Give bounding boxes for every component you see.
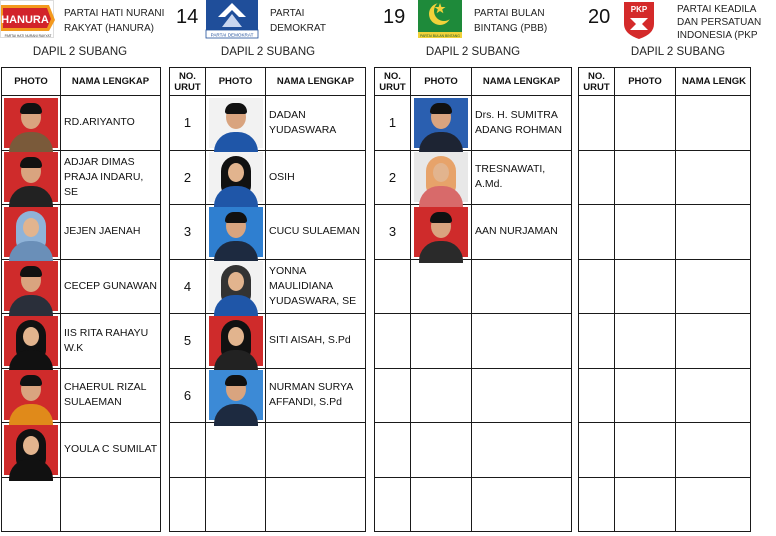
table-row	[170, 150, 366, 205]
candidate-name	[676, 368, 751, 423]
dapil-label: DAPIL 2 SUBANG	[425, 46, 521, 58]
candidate-name	[676, 314, 751, 369]
candidate-name	[676, 259, 751, 314]
photo-cell	[206, 205, 266, 260]
table-row	[579, 150, 751, 205]
photo-cell	[206, 477, 266, 532]
photo-cell	[411, 205, 472, 260]
col-header-photo: PHOTO	[206, 68, 266, 96]
col-header-no: NO. URUT	[170, 68, 206, 96]
table-row	[2, 96, 161, 151]
candidate-photo	[414, 98, 468, 148]
candidate-name	[266, 477, 366, 532]
photo-cell	[2, 259, 61, 314]
candidate-number: 6	[170, 368, 206, 423]
candidate-number	[375, 259, 411, 314]
candidate-name: OSIH	[266, 150, 366, 205]
party-name: PARTAI BULAN BINTANG (PBB)	[474, 8, 548, 34]
candidate-photo	[209, 370, 263, 420]
table-row	[375, 259, 572, 314]
photo-cell	[2, 477, 61, 532]
photo-cell	[615, 259, 676, 314]
candidate-name	[472, 423, 572, 478]
table-row	[170, 96, 366, 151]
candidate-number	[579, 368, 615, 423]
candidate-number: 5	[170, 314, 206, 369]
hanura-logo-subtext: PARTAI HATI NURANI RAKYAT	[4, 34, 52, 38]
photo-cell	[2, 423, 61, 478]
table-row	[170, 314, 366, 369]
table-row	[170, 205, 366, 260]
photo-cell	[206, 423, 266, 478]
candidate-name: CECEP GUNAWAN	[61, 259, 161, 314]
candidate-photo	[209, 152, 263, 202]
candidate-photo	[4, 425, 58, 475]
pkp-logo	[622, 0, 656, 40]
candidate-number: 2	[375, 150, 411, 205]
col-header-name: NAMA LENGKAP	[61, 68, 161, 96]
candidate-name	[676, 150, 751, 205]
candidate-photo	[414, 207, 468, 257]
photo-cell	[411, 96, 472, 151]
photo-cell	[615, 205, 676, 260]
candidate-photo	[4, 370, 58, 420]
party-number: 19	[383, 6, 406, 28]
candidate-number	[579, 314, 615, 369]
col-header-no: NO. URUT	[579, 68, 615, 96]
table-row	[170, 477, 366, 532]
photo-cell	[206, 259, 266, 314]
candidate-photo	[4, 261, 58, 311]
photo-cell	[411, 368, 472, 423]
table-row	[375, 314, 572, 369]
candidate-photo	[4, 98, 58, 148]
photo-cell	[2, 96, 61, 151]
col-header-no: NO. URUT	[375, 68, 411, 96]
party-header-pkp	[580, 0, 762, 66]
photo-cell	[411, 150, 472, 205]
photo-cell	[206, 150, 266, 205]
hanura-logo	[0, 0, 54, 38]
candidate-number	[579, 96, 615, 151]
table-row	[2, 314, 161, 369]
col-header-photo: PHOTO	[411, 68, 472, 96]
photo-cell	[2, 368, 61, 423]
candidate-name	[472, 259, 572, 314]
table-row	[579, 423, 751, 478]
party-number: 14	[176, 6, 199, 28]
table-row	[375, 96, 572, 151]
candidate-photo	[209, 98, 263, 148]
candidate-name: DADAN YUDASWARA	[266, 96, 366, 151]
candidate-photo	[4, 152, 58, 202]
candidate-number	[579, 150, 615, 205]
photo-cell	[411, 477, 472, 532]
table-row	[375, 423, 572, 478]
candidate-photo	[209, 261, 263, 311]
candidate-name	[61, 477, 161, 532]
candidate-photo	[414, 152, 468, 202]
candidate-name	[676, 477, 751, 532]
candidate-name: AAN NURJAMAN	[472, 205, 572, 260]
candidate-photo	[209, 316, 263, 366]
candidate-name: TRESNAWATI, A.Md.	[472, 150, 572, 205]
candidate-table-hanura	[1, 67, 161, 532]
candidate-number	[579, 477, 615, 532]
candidate-name	[676, 423, 751, 478]
candidate-photo	[4, 316, 58, 366]
table-row	[375, 368, 572, 423]
candidate-name: IIS RITA RAHAYU W.K	[61, 314, 161, 369]
candidate-name	[472, 368, 572, 423]
candidate-name: CUCU SULAEMAN	[266, 205, 366, 260]
table-row	[579, 314, 751, 369]
photo-cell	[615, 96, 676, 151]
col-header-photo: PHOTO	[2, 68, 61, 96]
table-row	[2, 423, 161, 478]
hanura-logo-text: HANURA	[1, 14, 49, 26]
pkp-logo-text: PKP	[630, 5, 648, 14]
col-header-name: NAMA LENGKAP	[472, 68, 572, 96]
candidate-number: 2	[170, 150, 206, 205]
photo-cell	[411, 314, 472, 369]
table-row	[375, 150, 572, 205]
candidate-name	[266, 423, 366, 478]
table-row	[579, 259, 751, 314]
table-row	[2, 368, 161, 423]
photo-cell	[615, 477, 676, 532]
candidate-number	[579, 205, 615, 260]
photo-cell	[411, 423, 472, 478]
party-name: PARTAI DEMOKRAT	[270, 8, 326, 34]
candidate-name: Drs. H. SUMITRA ADANG ROHMAN	[472, 96, 572, 151]
photo-cell	[615, 314, 676, 369]
col-header-photo: PHOTO	[615, 68, 676, 96]
candidate-name: JEJEN JAENAH	[61, 205, 161, 260]
candidate-name	[472, 314, 572, 369]
table-row	[170, 423, 366, 478]
candidate-name: CHAERUL RIZAL SULAEMAN	[61, 368, 161, 423]
photo-cell	[206, 96, 266, 151]
candidate-number	[375, 423, 411, 478]
table-row	[579, 368, 751, 423]
dapil-label: DAPIL 2 SUBANG	[630, 46, 726, 58]
candidate-number: 3	[375, 205, 411, 260]
party-name: PARTAI KEADILA DAN PERSATUAN INDONESIA (PKP	[677, 4, 762, 41]
pbb-logo	[418, 0, 462, 38]
candidate-photo	[209, 207, 263, 257]
candidate-table-pkp	[578, 67, 751, 532]
demokrat-logo	[206, 0, 258, 38]
photo-cell	[2, 205, 61, 260]
photo-cell	[2, 150, 61, 205]
candidate-number: 3	[170, 205, 206, 260]
candidate-number	[170, 477, 206, 532]
dapil-label: DAPIL 2 SUBANG	[32, 46, 128, 58]
party-name: PARTAI HATI NURANI RAKYAT (HANURA)	[64, 8, 165, 34]
candidate-name: ADJAR DIMAS PRAJA INDARU, SE	[61, 150, 161, 205]
candidate-name	[472, 477, 572, 532]
photo-cell	[615, 368, 676, 423]
col-header-name: NAMA LENGK	[676, 68, 751, 96]
candidate-table-pbb	[374, 67, 572, 532]
candidate-photo	[4, 207, 58, 257]
candidate-name: RD.ARIYANTO	[61, 96, 161, 151]
photo-cell	[206, 314, 266, 369]
table-row	[2, 259, 161, 314]
candidate-number	[170, 423, 206, 478]
table-row	[2, 150, 161, 205]
table-row	[2, 205, 161, 260]
dapil-label: DAPIL 2 SUBANG	[220, 46, 316, 58]
party-header-pbb	[375, 0, 580, 66]
candidate-name	[676, 96, 751, 151]
candidate-name	[676, 205, 751, 260]
table-row	[2, 477, 161, 532]
col-header-name: NAMA LENGKAP	[266, 68, 366, 96]
photo-cell	[615, 150, 676, 205]
candidate-number	[375, 314, 411, 369]
party-number: 20	[588, 6, 611, 28]
photo-cell	[411, 259, 472, 314]
photo-cell	[615, 423, 676, 478]
candidate-name: YOULA C SUMILAT	[61, 423, 161, 478]
candidate-number	[375, 477, 411, 532]
table-row	[170, 368, 366, 423]
candidate-table-demokrat	[169, 67, 366, 532]
party-header-hanura	[0, 0, 170, 66]
candidate-number: 4	[170, 259, 206, 314]
table-row	[579, 477, 751, 532]
demokrat-logo-text: PARTAI DEMOKRAT	[210, 32, 254, 38]
candidate-number	[579, 259, 615, 314]
candidate-name: NURMAN SURYA AFFANDI, S.Pd	[266, 368, 366, 423]
table-row	[170, 259, 366, 314]
candidate-name: YONNA MAULIDIANA YUDASWARA, SE	[266, 259, 366, 314]
candidate-number: 1	[170, 96, 206, 151]
photo-cell	[206, 368, 266, 423]
table-row	[375, 205, 572, 260]
candidate-name: SITI AISAH, S.Pd	[266, 314, 366, 369]
candidate-number	[375, 368, 411, 423]
candidate-number: 1	[375, 96, 411, 151]
pbb-logo-text: PARTAI BULAN BINTANG	[420, 34, 460, 38]
table-row	[375, 477, 572, 532]
table-row	[579, 205, 751, 260]
table-row	[579, 96, 751, 151]
candidate-number	[579, 423, 615, 478]
party-header-demokrat	[170, 0, 375, 66]
photo-cell	[2, 314, 61, 369]
